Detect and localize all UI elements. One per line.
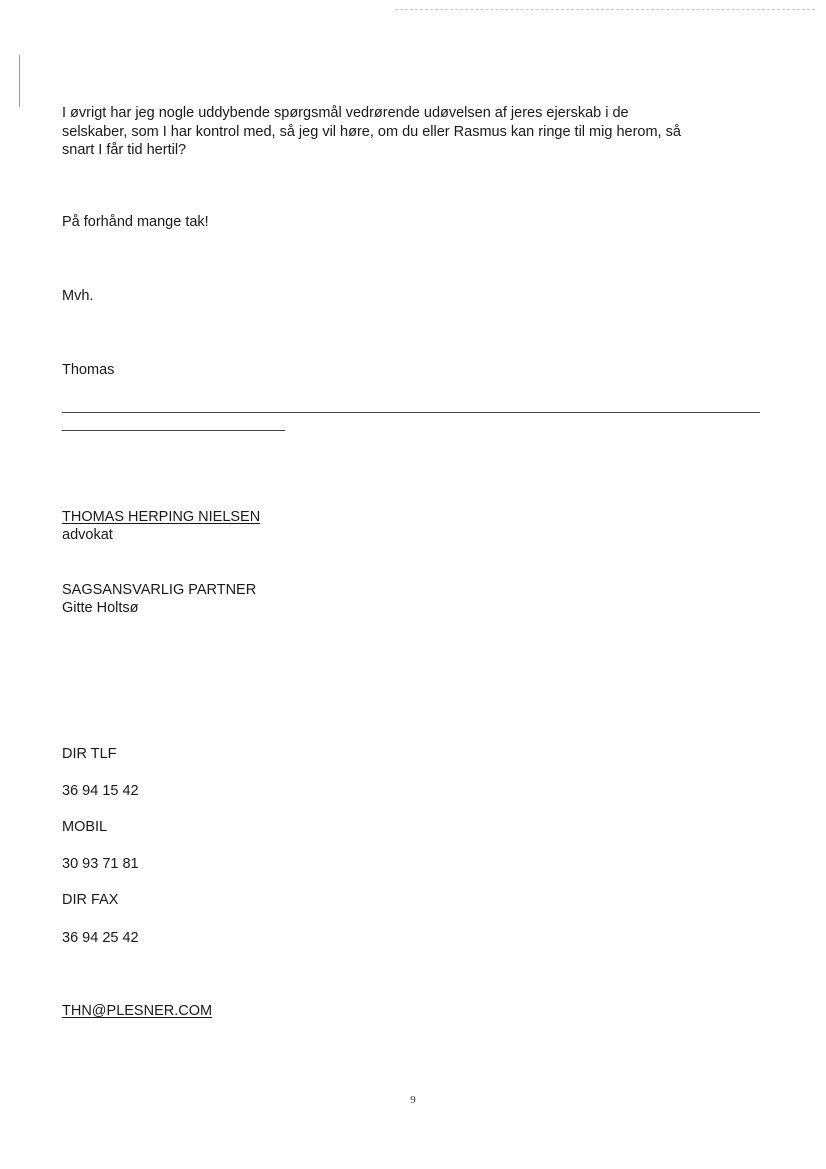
body-paragraph xyxy=(62,104,762,160)
mobil-label: MOBIL xyxy=(62,819,108,835)
scan-artifact-left-mark xyxy=(19,55,20,107)
closing-line: Mvh. xyxy=(62,288,94,304)
signature-divider-long xyxy=(62,412,760,413)
paragraph-line: snart I får tid hertil? xyxy=(62,142,187,158)
signature-divider-short xyxy=(62,430,285,431)
signature-name: THOMAS HERPING NIELSEN xyxy=(62,509,261,525)
paragraph-line: I øvrigt har jeg nogle uddybende spørgsmål vedrørende udøvelsen af jeres ejerskab i de xyxy=(62,105,629,121)
signature-title: advokat xyxy=(62,527,113,543)
scan-artifact-top-line xyxy=(395,9,815,10)
mobil-value: 30 93 71 81 xyxy=(62,856,139,872)
email-link[interactable]: THN@PLESNER.COM xyxy=(62,1003,213,1019)
page-number: 9 xyxy=(410,1094,416,1106)
partner-name: Gitte Holtsø xyxy=(62,600,139,616)
thanks-line: På forhånd mange tak! xyxy=(62,214,209,230)
paragraph-line: selskaber, som I har kontrol med, så jeg vil høre, om du eller Rasmus kan ringe til mig herom, så xyxy=(62,123,681,140)
partner-label: SAGSANSVARLIG PARTNER xyxy=(62,582,257,598)
dir-tlf-label: DIR TLF xyxy=(62,746,117,762)
sender-first-name: Thomas xyxy=(62,362,115,378)
dir-fax-label: DIR FAX xyxy=(62,892,119,908)
dir-tlf-value: 36 94 15 42 xyxy=(62,783,139,799)
dir-fax-value: 36 94 25 42 xyxy=(62,930,139,946)
